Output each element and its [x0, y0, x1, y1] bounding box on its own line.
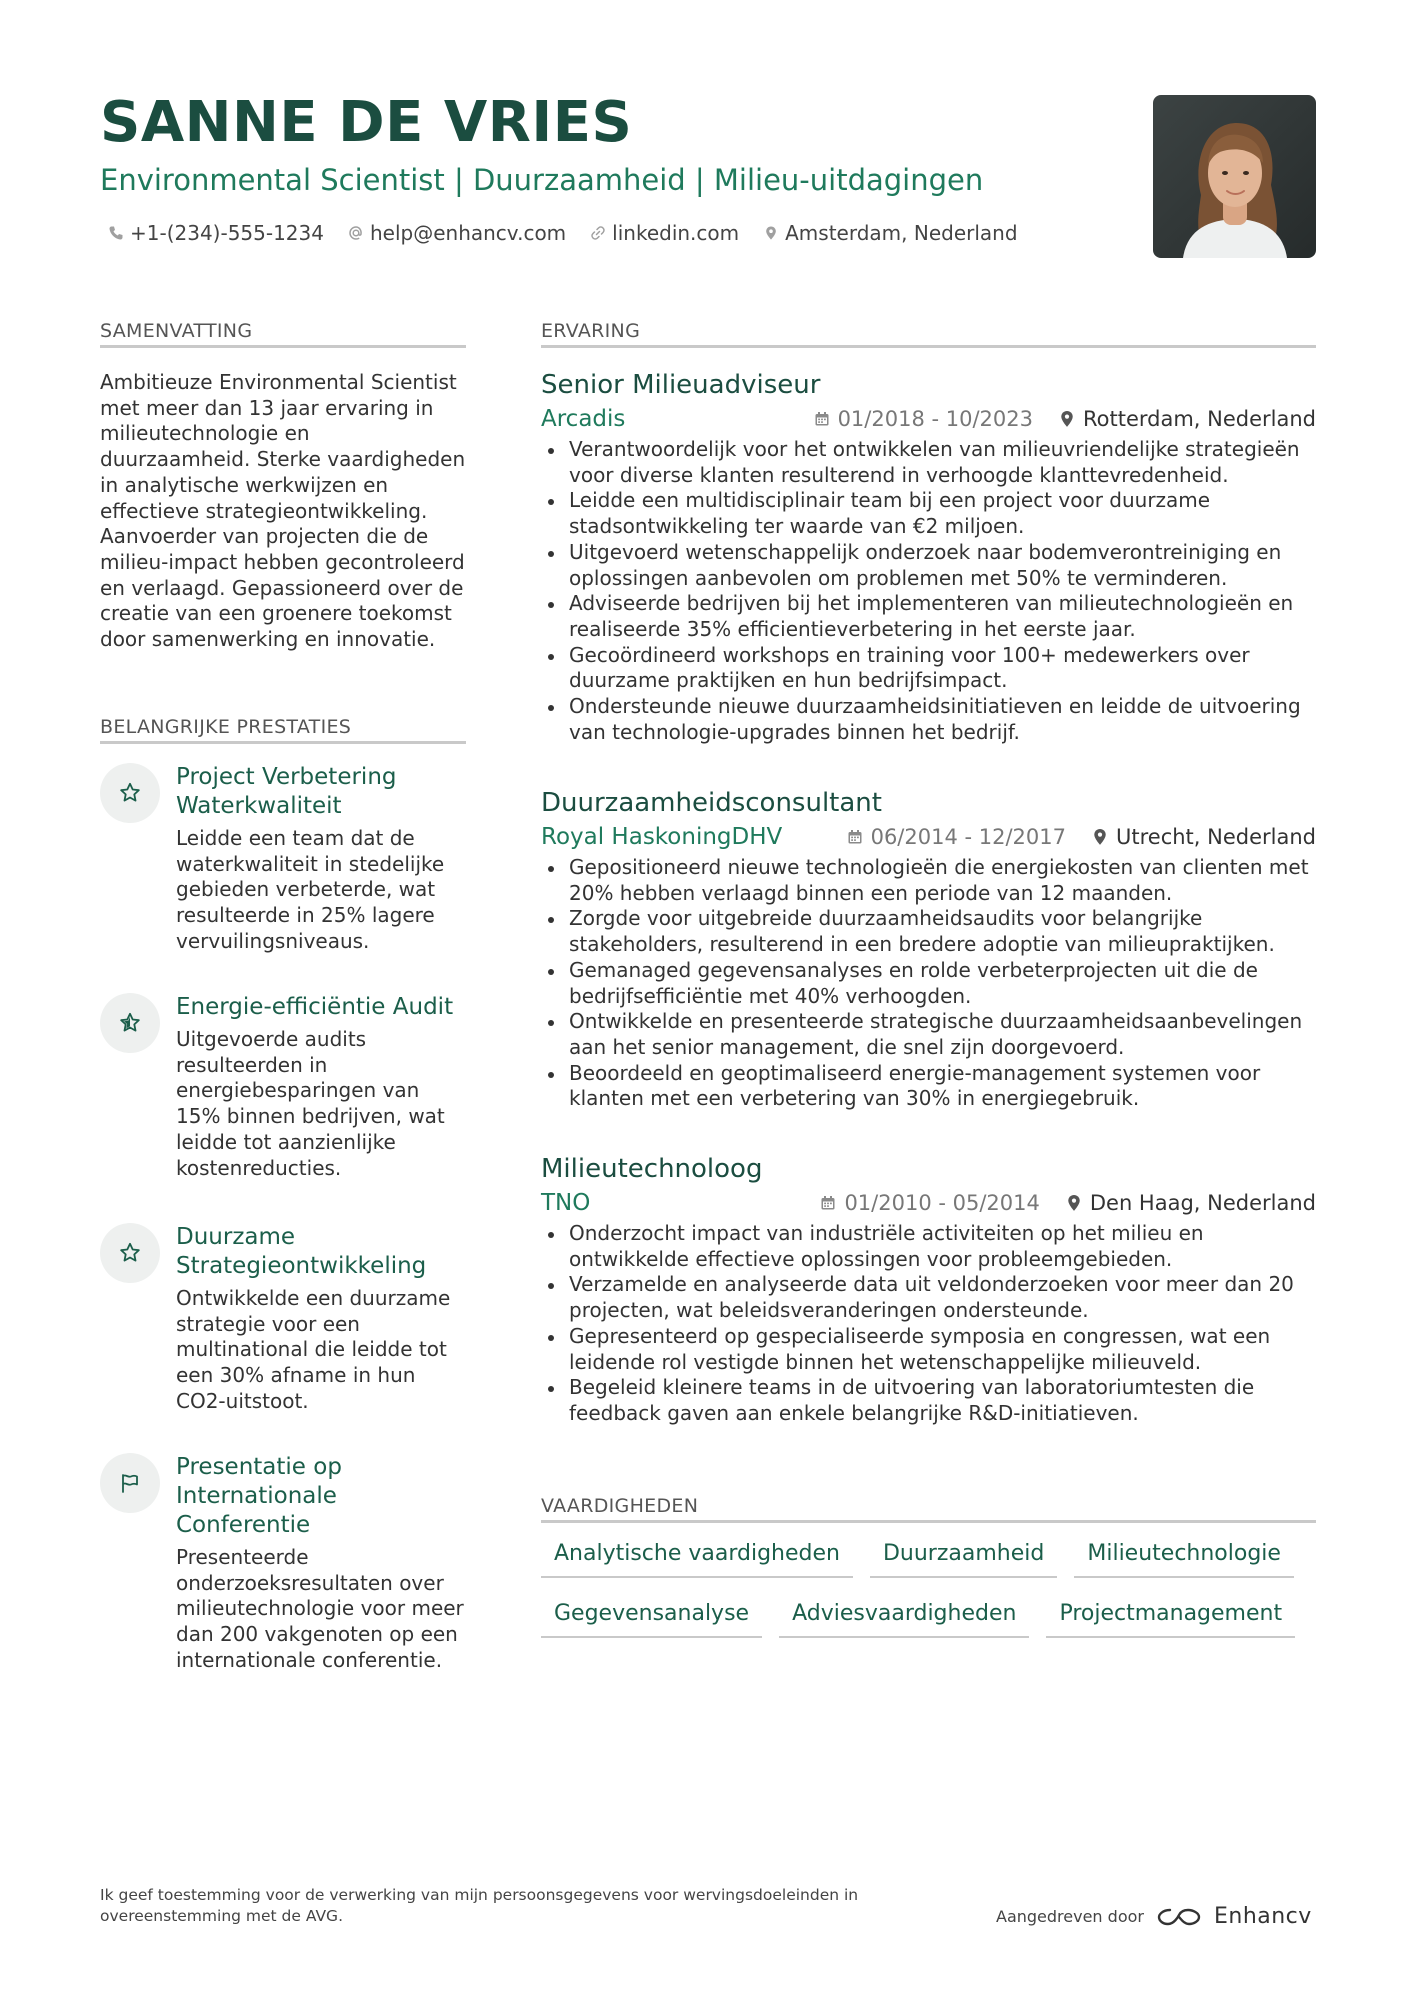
skill-tag: Milieutechnologie — [1074, 1538, 1294, 1578]
summary-text: Ambitieuze Environmental Scientist met meer dan 13 jaar ervaring in milieutechnologie en duurzaamheid. Sterke vaardigheden in analytische werkwijzen en effectieve strategieontwikkeling. Aanvoerder van projecten die de milieu-impact hebben gecontroleerd en verlaagd. Gepassioneerd over de creatie van een groenere toekomst door samenwerking en innovatie. — [100, 370, 466, 652]
job-bullet: Adviseerde bedrijven bij het implementeren van milieutechnologieën en realiseerde 35% efficientieverbetering in het eerste jaar. — [541, 591, 1316, 642]
location-pin-icon — [1059, 410, 1075, 428]
calendar-icon — [820, 1195, 836, 1211]
achievement-item — [100, 1453, 466, 1673]
job-bullets — [541, 437, 1316, 745]
contact-email[interactable] — [348, 218, 566, 248]
job-dates-text: 06/2014 - 12/2017 — [870, 825, 1066, 849]
job-bullets — [541, 855, 1316, 1112]
job-title: Milieutechnoloog — [541, 1154, 763, 1184]
contact-phone-text: +1-(234)-555-1234 — [130, 221, 324, 245]
company-name: TNO — [541, 1190, 591, 1216]
job-bullet: Gepositioneerd nieuwe technologieën die energiekosten van clienten met 20% hebben verlaagd binnen een periode van 12 maanden. — [541, 855, 1316, 906]
job-location-text: Rotterdam, Nederland — [1082, 407, 1316, 431]
job-dates — [814, 403, 1033, 435]
candidate-name: SANNE DE VRIES — [100, 90, 633, 155]
powered-by[interactable] — [996, 1904, 1312, 1929]
job-entry — [541, 785, 1316, 1112]
skill-tag: Analytische vaardigheden — [541, 1538, 853, 1578]
skill-tag: Duurzaamheid — [870, 1538, 1057, 1578]
job-title: Duurzaamheidsconsultant — [541, 788, 882, 818]
job-entry — [541, 367, 1316, 745]
job-bullet: Ontwikkelde en presenteerde strategische duurzaamheidsaanbevelingen aan het senior management, die snel zijn doorgevoerd. — [541, 1009, 1316, 1060]
profile-photo — [1153, 95, 1316, 258]
job-location — [1066, 1187, 1316, 1219]
job-entry — [541, 1151, 1316, 1427]
location-pin-icon — [1092, 828, 1108, 846]
company-name: Royal HaskoningDHV — [541, 824, 783, 850]
calendar-icon — [847, 829, 863, 845]
job-bullet: Zorgde voor uitgebreide duurzaamheidsaudits voor belangrijke stakeholders, resulterend in een bredere adoptie van milieupraktijken. — [541, 906, 1316, 957]
achievement-description: Ontwikkelde een duurzame strategie voor een multinational die leidde tot een 30% afname in hun CO2-uitstoot. — [176, 1286, 451, 1413]
star-icon — [100, 763, 160, 823]
achievement-item — [100, 993, 466, 1183]
at-icon — [348, 225, 364, 241]
company-name: Arcadis — [541, 406, 626, 432]
contact-email-text: help@enhancv.com — [369, 221, 567, 245]
job-bullet: Beoordeeld en geoptimaliseerd energie-management systemen voor klanten met een verbetering van 30% in energiegebruik. — [541, 1061, 1316, 1112]
job-bullet: Leidde een multidisciplinair team bij een project voor duurzame stadsontwikkeling ter waarde van €2 miljoen. — [541, 488, 1316, 539]
star-icon — [100, 1223, 160, 1283]
contact-linkedin-text: linkedin.com — [612, 221, 740, 245]
job-location — [1059, 403, 1316, 435]
job-bullet: Begeleid kleinere teams in de uitvoering van laboratoriumtesten die feedback gaven aan enkele belangrijke R&D-initiatieven. — [541, 1375, 1316, 1426]
job-bullet: Gemanaged gegevensanalyses en rolde verbeterprojecten uit die de bedrijfsefficiëntie met 40% verhoogden. — [541, 958, 1316, 1009]
achievement-title: Duurzame Strategieontwikkeling — [176, 1224, 427, 1279]
job-meta — [541, 403, 1316, 437]
job-bullet: Ondersteunde nieuwe duurzaamheidsinitiatieven en leidde de uitvoering van technologie-upgrades binnen het bedrijf. — [541, 694, 1316, 745]
job-bullet: Uitgevoerd wetenschappelijk onderzoek naar bodemverontreiniging en oplossingen aanbevolen om problemen met 50% te verminderen. — [541, 540, 1316, 591]
skill-tag: Gegevensanalyse — [541, 1598, 762, 1638]
location-pin-icon — [763, 225, 779, 241]
experience-section-title: ERVARING — [541, 317, 1316, 348]
job-bullet: Gepresenteerd op gespecialiseerde symposia en congressen, wat een leidende rol vestigde binnen het wetenschappelijke milieuveld. — [541, 1324, 1316, 1375]
skills-section-title: VAARDIGHEDEN — [541, 1492, 1316, 1523]
star-half-icon — [100, 993, 160, 1053]
flag-icon — [100, 1453, 160, 1513]
candidate-tagline: Environmental Scientist | Duurzaamheid | Milieu-uitdagingen — [100, 163, 984, 197]
phone-icon — [108, 225, 124, 241]
enhancv-logo-icon — [1156, 1905, 1202, 1929]
contact-location-text: Amsterdam, Nederland — [785, 221, 1018, 245]
summary-section-title: SAMENVATTING — [100, 317, 466, 348]
job-bullets — [541, 1221, 1316, 1427]
contact-bar — [108, 218, 1018, 248]
consent-notice: Ik geef toestemming voor de verwerking van mijn persoonsgegevens voor wervingsdoeleinden in overeenstemming met de AVG. — [100, 1886, 859, 1925]
achievement-title: Presentatie op Internationale Conferentie — [176, 1454, 342, 1538]
skills-list — [541, 1538, 1316, 1638]
achievement-item — [100, 763, 466, 953]
contact-phone[interactable] — [108, 218, 324, 248]
calendar-icon — [814, 411, 830, 427]
contact-location — [763, 218, 1017, 248]
job-dates — [847, 821, 1066, 853]
location-pin-icon — [1066, 1194, 1082, 1212]
job-bullet: Verantwoordelijk voor het ontwikkelen van milieuvriendelijke strategieën voor diverse klanten resulterend in verhoogde klanttevredenheid. — [541, 437, 1316, 488]
job-meta — [541, 1187, 1316, 1221]
job-location-text: Utrecht, Nederland — [1116, 825, 1316, 849]
achievement-description: Presenteerde onderzoeksresultaten over milieutechnologie voor meer dan 200 vakgenoten op een internationale conferentie. — [176, 1545, 464, 1672]
job-dates-text: 01/2010 - 05/2014 — [844, 1191, 1040, 1215]
achievement-title: Energie-efficiëntie Audit — [176, 994, 454, 1020]
job-location-text: Den Haag, Nederland — [1089, 1191, 1316, 1215]
job-meta — [541, 821, 1316, 855]
skill-tag: Adviesvaardigheden — [779, 1598, 1029, 1638]
achievement-description: Uitgevoerde audits resulteerden in energiebesparingen van 15% binnen bedrijven, wat leidde tot aanzienlijke kostenreducties. — [176, 1027, 445, 1180]
achievements-section-title: BELANGRIJKE PRESTATIES — [100, 713, 466, 744]
job-bullet: Verzamelde en analyseerde data uit veldonderzoeken voor meer dan 20 projecten, wat beleidsveranderingen ondersteunde. — [541, 1272, 1316, 1323]
powered-by-label: Aangedreven door — [996, 1907, 1144, 1926]
job-location — [1092, 821, 1316, 853]
achievement-description: Leidde een team dat de waterkwaliteit in stedelijke gebieden verbeterde, wat resulteerde in 25% lagere vervuilingsniveaus. — [176, 826, 445, 953]
job-bullet: Gecoördineerd workshops en training voor 100+ medewerkers over duurzame praktijken en hun bedrijfsimpact. — [541, 643, 1316, 694]
achievement-title: Project Verbetering Waterkwaliteit — [176, 764, 397, 819]
enhancv-brand: Enhancv — [1213, 1904, 1312, 1929]
contact-linkedin[interactable] — [590, 218, 739, 248]
link-icon — [590, 225, 606, 241]
job-bullet: Onderzocht impact van industriële activiteiten op het milieu en ontwikkelde effectieve oplossingen voor probleemgebieden. — [541, 1221, 1316, 1272]
job-title: Senior Milieuadviseur — [541, 370, 821, 400]
job-dates-text: 01/2018 - 10/2023 — [837, 407, 1033, 431]
job-dates — [820, 1187, 1039, 1219]
achievement-item — [100, 1223, 466, 1413]
skill-tag: Projectmanagement — [1046, 1598, 1295, 1638]
